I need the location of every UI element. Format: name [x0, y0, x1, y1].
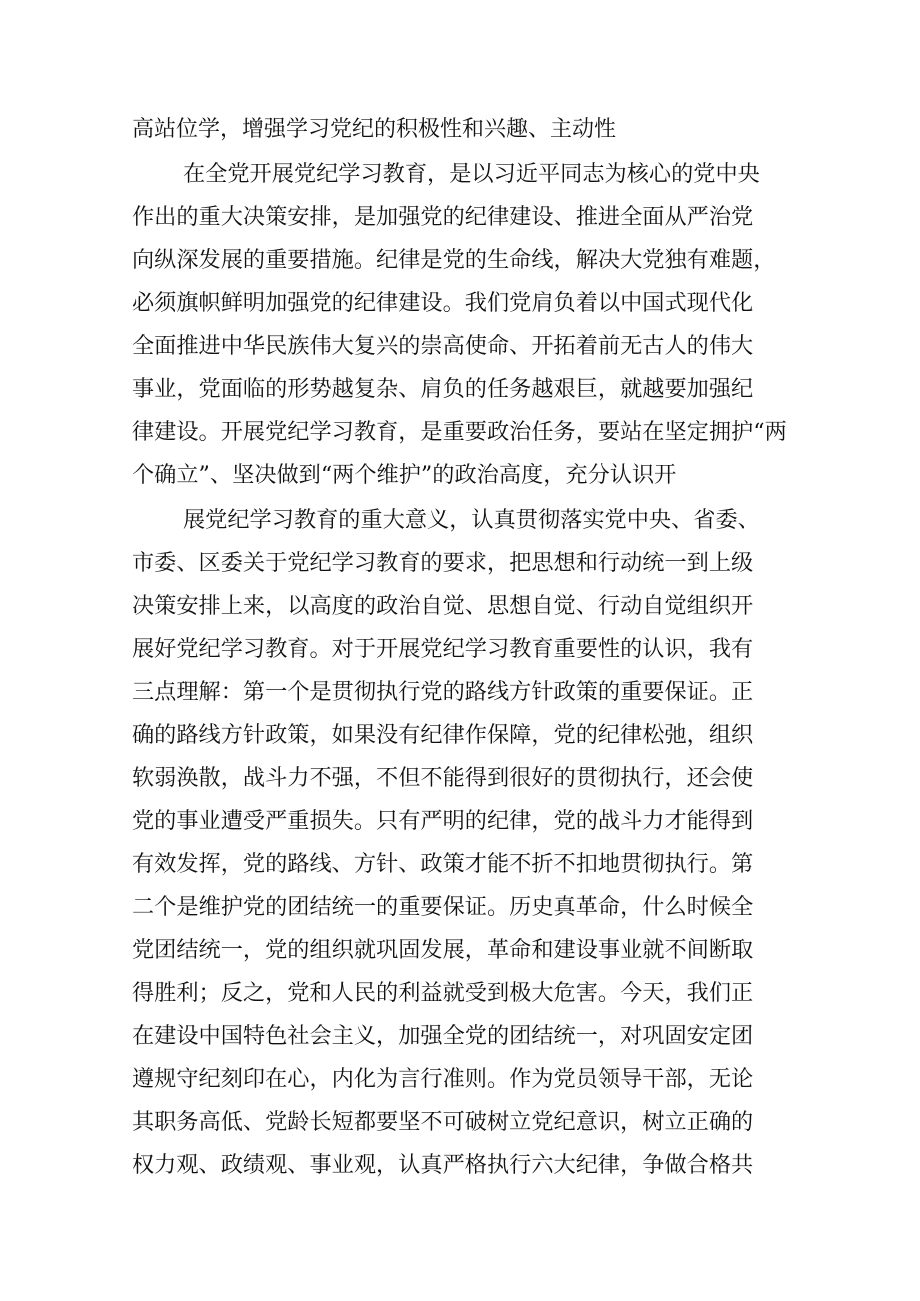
- text-line: 在建设中国特色社会主义，加强全党的团结统一，对巩固安定团: [132, 1023, 754, 1049]
- text-line: 遵规守纪刻印在心，内化为言行准则。作为党员领导干部，无论: [132, 1066, 754, 1092]
- text-line: 有效发挥，党的路线、方针、政策才能不折不扣地贯彻执行。第: [132, 851, 754, 877]
- text-line: 确的路线方针政策，如果没有纪律作保障，党的纪律松弛，组织: [132, 722, 754, 748]
- text-line: 全面推进中华民族伟大复兴的崇高使命、开拓着前无古人的伟大: [132, 333, 754, 359]
- text-line: 展党纪学习教育的重大意义，认真贯彻落实党中央、省委、: [183, 507, 760, 533]
- text-line: 市委、区委关于党纪学习教育的要求，把思想和行动统一到上级: [132, 550, 754, 576]
- text-line: 软弱涣散，战斗力不强，不但不能得到很好的贯彻执行，还会使: [132, 765, 754, 791]
- text-line: 三点理解：第一个是贯彻执行党的路线方针政策的重要保证。正: [132, 679, 754, 705]
- text-line: 权力观、政绩观、事业观，认真严格执行六大纪律，争做合格共: [132, 1152, 754, 1178]
- text-line: 党团结统一，党的组织就巩固发展，革命和建设事业就不间断取: [132, 937, 754, 963]
- section-heading: 高站位学，增强学习党纪的积极性和兴趣、主动性: [132, 117, 617, 142]
- text-line: 必须旗帜鲜明加强党的纪律建设。我们党肩负着以中国式现代化: [132, 290, 754, 316]
- text-line: 二个是维护党的团结统一的重要保证。历史真革命，什么时候全: [132, 894, 754, 920]
- text-line: 作出的重大决策安排，是加强党的纪律建设、推进全面从严治党: [132, 204, 754, 230]
- text-line: 向纵深发展的重要措施。纪律是党的生命线，解决大党独有难题，: [132, 247, 776, 273]
- text-line: 决策安排上来，以高度的政治自觉、思想自觉、行动自觉组织开: [132, 593, 754, 619]
- text-line: 个确立”、坚决做到“两个维护”的政治高度，充分认识开: [132, 462, 677, 488]
- text-line: 展好党纪学习教育。对于开展党纪学习教育重要性的认识，我有: [132, 636, 754, 662]
- text-line: 党的事业遭受严重损失。只有严明的纪律，党的战斗力才能得到: [132, 808, 754, 834]
- text-line: 其职务高低、党龄长短都要坚不可破树立党纪意识，树立正确的: [132, 1109, 754, 1135]
- text-line: 律建设。开展党纪学习教育，是重要政治任务，要站在坚定拥护“两: [132, 419, 787, 445]
- text-line: 在全党开展党纪学习教育，是以习近平同志为核心的党中央: [183, 161, 760, 187]
- text-line: 事业，党面临的形势越复杂、肩负的任务越艰巨，就越要加强纪: [132, 376, 754, 402]
- text-line: 得胜利；反之，党和人民的利益就受到极大危害。今天，我们正: [132, 980, 754, 1006]
